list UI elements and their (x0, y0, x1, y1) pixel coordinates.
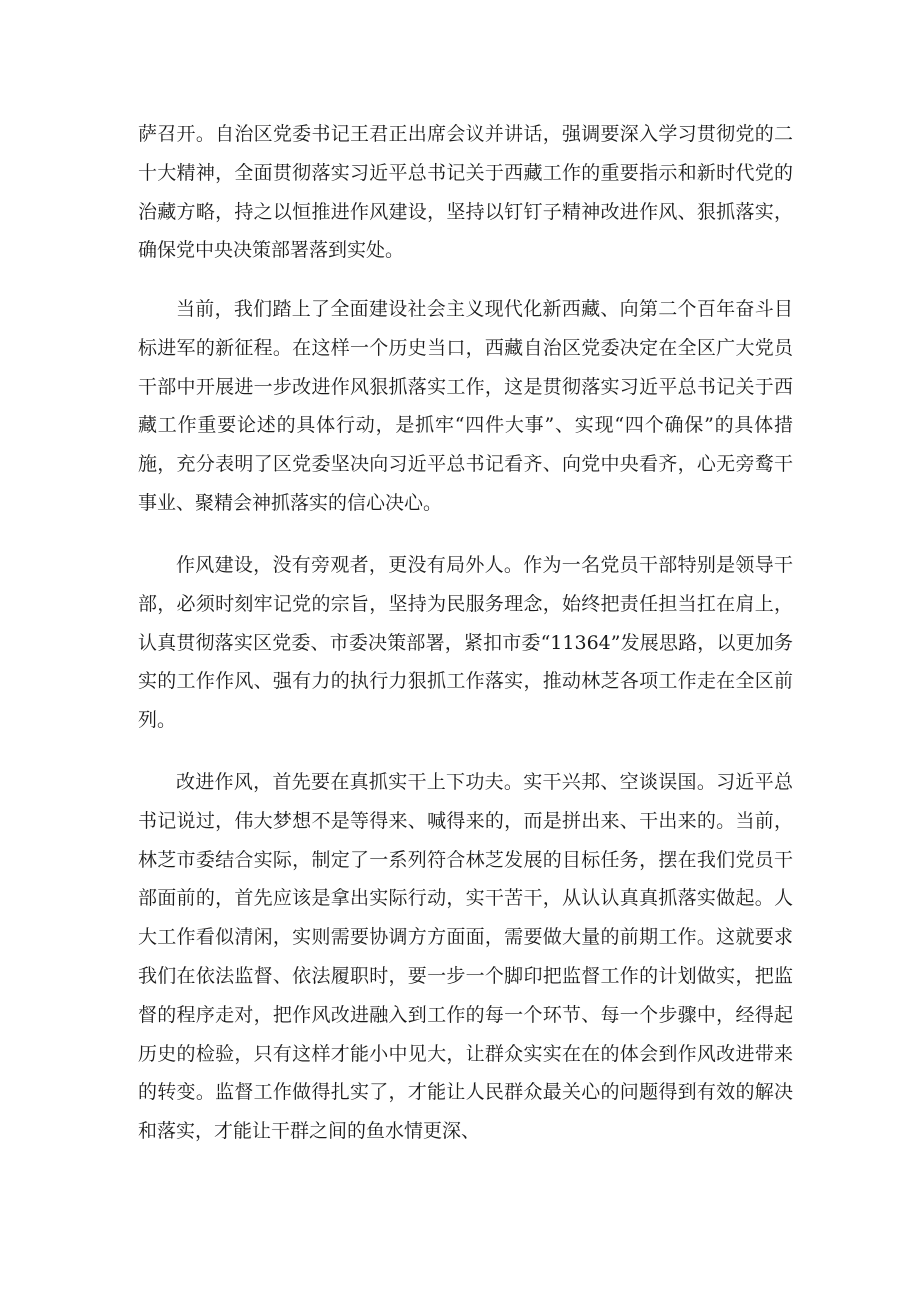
paragraph-new-journey: 当前，我们踏上了全面建设社会主义现代化新西藏、向第二个百年奋斗目标进军的新征程。在这样一个历史当口，西藏自治区党委决定在全区广大党员干部中开展进一步改进作风狠抓落实工作，这是贯彻落实习近平总书记关于西藏工作重要论述的具体行动，是抓牢“四件大事”、实现“四个确保”的具体措施，充分表明了区党委坚决向习近平总书记看齐、向党中央看齐，心无旁鹜干事业、聚精会神抓落实的信心决心。 (138, 298, 793, 514)
paragraph-style-building: 作风建设，没有旁观者，更没有局外人。作为一名党员干部特别是领导干部，必须时刻牢记党的宗旨，坚持为民服务理念，始终把责任担当扛在肩上，认真贯彻落实区党委、市委决策部署，紧扣市委“11364”发展思路，以更加务实的工作作风、强有力的执行力狠抓工作落实，推动林芝各项工作走在全区前列。 (138, 554, 793, 732)
paragraph-continuation: 萨召开。自治区党委书记王君正出席会议并讲话，强调要深入学习贯彻党的二十大精神，全面贯彻落实习近平总书记关于西藏工作的重要指示和新时代党的治藏方略，持之以恒推进作风建设，坚持以钉钉子精神改进作风、狠抓落实，确保党中央决策部署落到实处。 (138, 123, 793, 262)
paragraph-practical-work: 改进作风，首先要在真抓实干上下功夫。实干兴邦、空谈误国。习近平总书记说过，伟大梦想不是等得来、喊得来的，而是拼出来、干出来的。当前，林芝市委结合实际，制定了一系列符合林芝发展的目标任务，摆在我们党员干部面前的，首先应该是拿出实际行动，实干苦干，从认认真真抓落实做起。人大工作看似清闲，实则需要协调方方面面，需要做大量的前期工作。这就要求我们在依法监督、依法履职时，要一步一个脚印把监督工作的计划做实，把监督的程序走对，把作风改进融入到工作的每一个环节、每一个步骤中，经得起历史的检验，只有这样才能小中见大，让群众实实在在的体会到作风改进带来的转变。监督工作做得扎实了，才能让人民群众最关心的问题得到有效的解决和落实，才能让干群之间的鱼水情更深、 (138, 771, 793, 1143)
